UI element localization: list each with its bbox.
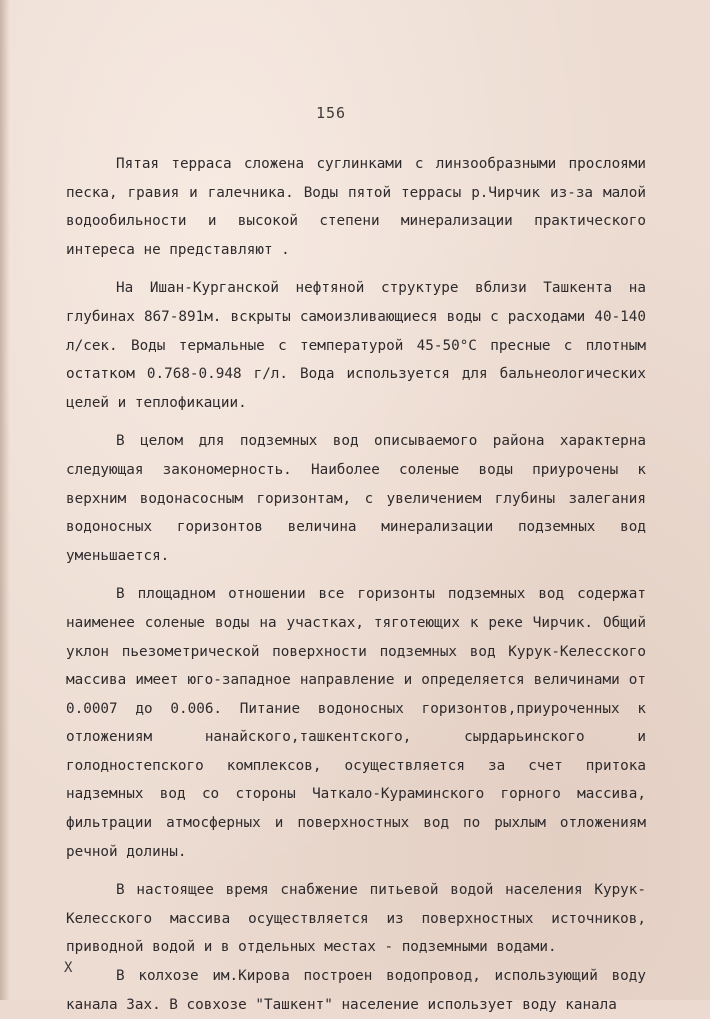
paragraph-water-supply: В настоящее время снабжение питьевой водой населения Курук-Келесского массива осуществляется из поверхностных источников, приводной водой и в отдельных местах - подземными водами. [66, 882, 646, 956]
document-body [66, 150, 646, 1019]
paragraph-ishan-kurgan: На Ишан-Курганской нефтяной структуре вблизи Ташкента на глубинах 867-891м. вскрыты самоизливающиеся воды с расходами 40-140 л/сек. Воды термальные с температурой 45-50°С пресные с плотным остатком 0.768-0.948 г/л. Вода используется для бальнеологических целей и теплофикации. [66, 280, 646, 411]
paragraph-areal-distribution: В площадном отношении все горизонты подземных вод содержат наименее соленые воды на участках, тяготеющих к реке Чирчик. Общий уклон пьезометрической поверхности подземных вод Курук-Келесского массива имеет юго-западное направление и определяется величинами от 0.0007 до 0.006. Питание водоносных горизонтов,приуроченных к отложениям нанайского,ташкентского, сырдарьинского и голодностепского комплексов, осуществляется за счет притока надземных вод со стороны Чаткало-Кураминского горного массива, фильтрации атмосферных и поверхностных вод по рыхлым отложениям речной долины. [66, 586, 646, 860]
page-number: 156 [316, 104, 347, 122]
paragraph-regularity: В целом для подземных вод описываемого района характерна следующая закономерность. Наиболее соленые воды приурочены к верхним водонасосным горизонтам, с увеличением глубины залегания водоносных горизонтов величина минерализации подземных вод уменьшается. [66, 433, 646, 564]
paragraph-kirov-kolkhoz: В колхозе им.Кирова построен водопровод, использующий воду канала Зах. В совхозе "Ташкент" население использует воду канала [66, 968, 646, 1013]
paragraph-fifth-terrace: Пятая терраса сложена суглинками с линзообразными прослоями песка, гравия и галечника. Воды пятой террасы р.Чирчик из-за малой водообильности и высокой степени минерализации практического интереса не представляют . [66, 156, 646, 258]
page-edge-shadow [0, 0, 10, 1000]
bottom-margin-mark: X [64, 960, 73, 976]
